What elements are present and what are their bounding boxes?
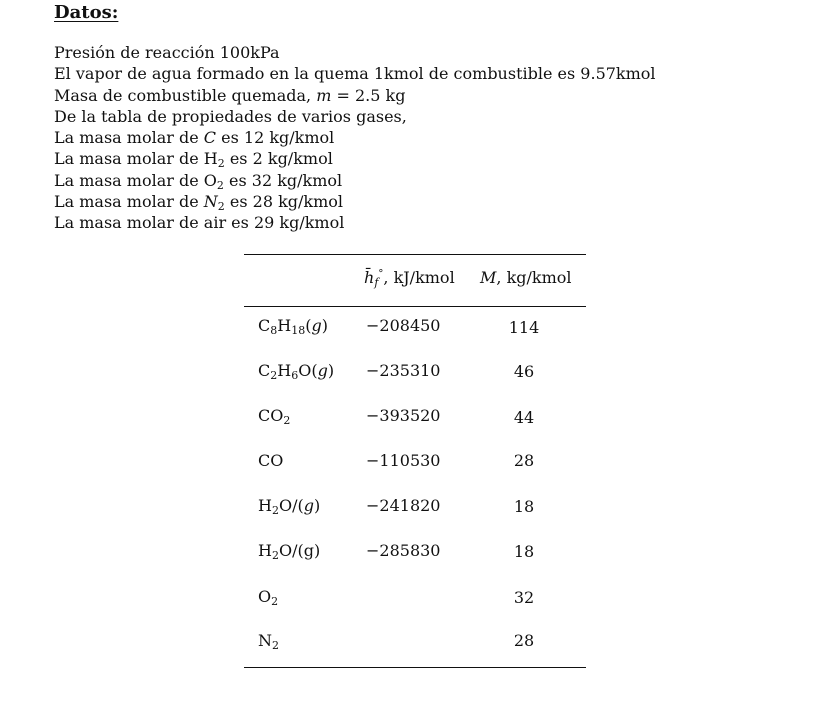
molar-mass-cell: 114 xyxy=(508,318,540,337)
table-top-rule xyxy=(244,254,586,255)
species-cell: $H_2O/(g)$ xyxy=(258,496,321,517)
species-cell: $O_2$ xyxy=(258,587,279,608)
enthalpy-column-header: $h̄_f^\circ$, kJ/kmol xyxy=(364,268,455,289)
species-cell: $C_2H_6O(g)$ xyxy=(258,361,335,382)
properties-table xyxy=(244,254,586,670)
molar-mass-cell: 28 xyxy=(513,451,535,470)
molar-mass-air-line: La masa molar de air es 29 kg/kmol xyxy=(54,213,345,233)
molar-mass-n2-line: La masa molar de $N_2$ es 28 kg/kmol xyxy=(54,192,344,214)
species-cell: $N_2$ xyxy=(258,631,279,652)
enthalpy-cell: −235310 xyxy=(366,361,441,380)
molar-mass-cell: 32 xyxy=(513,588,535,607)
molar-mass-cell: 18 xyxy=(513,542,535,561)
molar-mass-cell: 18 xyxy=(513,497,535,516)
species-cell: $CO_2$ xyxy=(258,406,291,427)
enthalpy-cell: −241820 xyxy=(366,496,441,515)
molar-mass-cell: 28 xyxy=(513,631,535,650)
fuel-mass-line: Masa de combustible quemada, m = 2.5 kg xyxy=(54,85,406,105)
pressure-line: Presión de reacción 100kPa xyxy=(54,43,280,62)
molar-mass-o2-line: La masa molar de $O_2$ es 32 kg/kmol xyxy=(54,170,343,192)
enthalpy-cell: −285830 xyxy=(366,541,441,560)
section-heading: Datos: xyxy=(54,2,119,23)
species-cell: $H_2O/(g)$ xyxy=(258,541,321,562)
data-list xyxy=(54,42,774,234)
species-cell: CO xyxy=(258,451,284,470)
molar-mass-h2-line: La masa molar de $H_2$ es 2 kg/kmol xyxy=(54,149,333,171)
molar-mass-c-line: La masa molar de C es 12 kg/kmol xyxy=(54,128,335,148)
molar-mass-cell: 46 xyxy=(513,362,535,381)
molar-mass-column-header: M, kg/kmol xyxy=(480,268,572,287)
water-vapor-line: El vapor de agua formado en la quema 1kmol de combustible es 9.57kmol xyxy=(54,64,656,84)
enthalpy-cell: −393520 xyxy=(366,406,441,425)
table-bottom-rule xyxy=(244,667,586,668)
enthalpy-cell: −208450 xyxy=(366,316,441,335)
table-header-rule xyxy=(244,306,586,307)
enthalpy-cell: −110530 xyxy=(366,451,441,470)
molar-mass-cell: 44 xyxy=(513,408,535,427)
species-cell: $C_8H_{18}(g)$ xyxy=(258,316,328,337)
table-intro-line: De la tabla de propiedades de varios gases, xyxy=(54,106,407,126)
